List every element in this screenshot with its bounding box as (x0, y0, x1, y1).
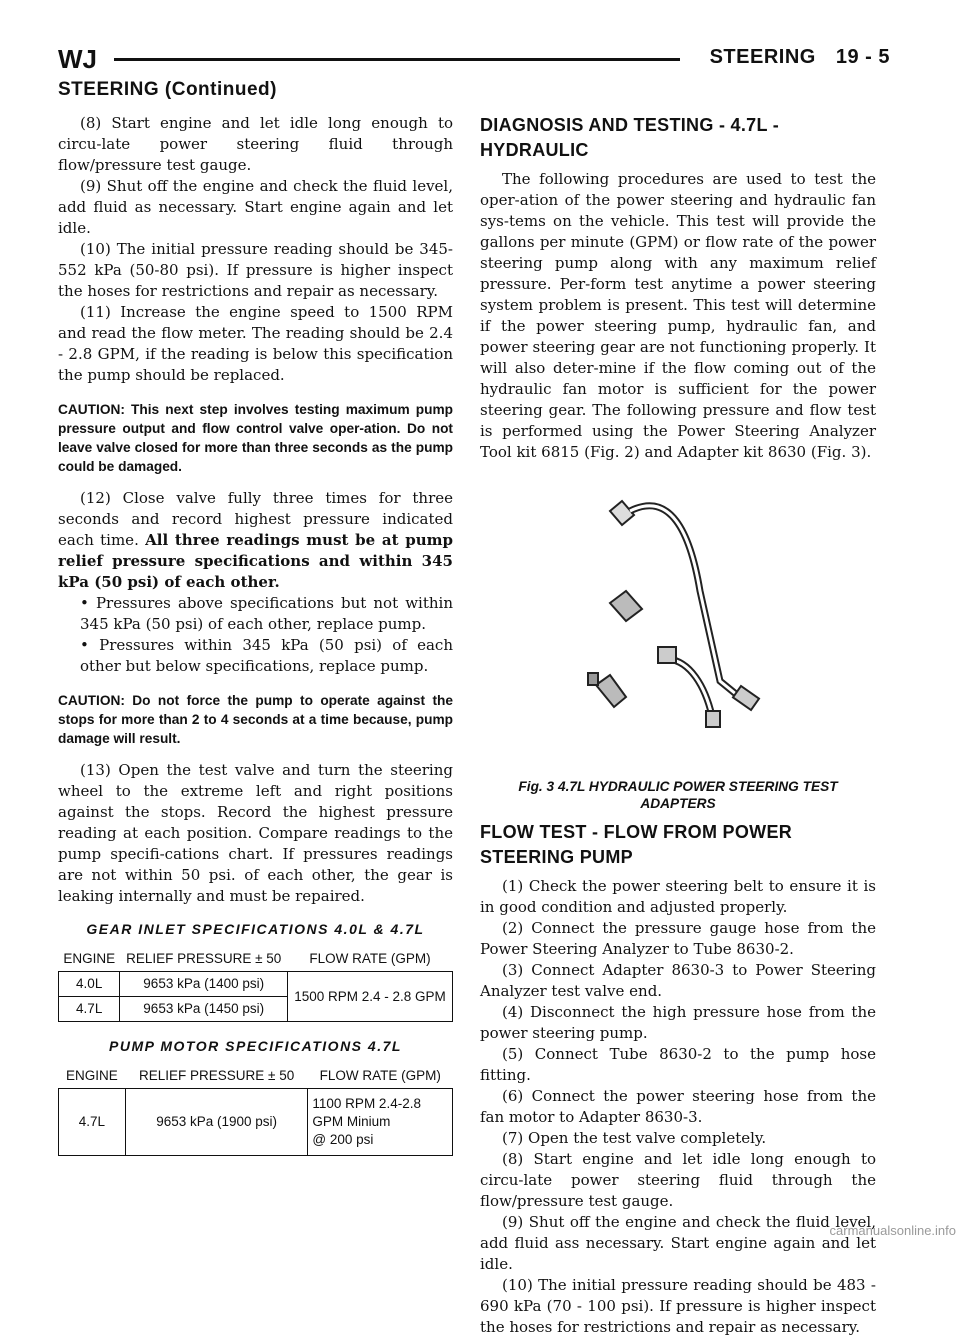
table-header: ENGINE (63, 951, 116, 966)
table-header: FLOW RATE (GPM) (309, 951, 431, 966)
flow-step-4: (4) Disconnect the high pressure hose from the power steering pump. (480, 1003, 876, 1042)
right-column (480, 113, 876, 1338)
heading-flow-test: FLOW TEST - FLOW FROM POWER STEERING PUMP (480, 822, 793, 867)
flow-step-5: (5) Connect Tube 8630-2 to the pump hose fitting. (480, 1045, 876, 1084)
heading-diagnosis: DIAGNOSIS AND TESTING - 4.7L - HYDRAULIC (480, 115, 780, 160)
figure-adapters (480, 471, 876, 776)
table1-title: GEAR INLET SPECIFICATIONS 4.0L & 4.7L (86, 921, 425, 937)
flow-step-9: (9) Shut off the engine and check the fluid level, add fluid ass necessary. Start engine again and let idle. (480, 1213, 876, 1273)
table-cell: 9653 kPa (1900 psi) (125, 1089, 308, 1156)
bullet-2: • Pressures within 345 kPa (50 psi) of each other but below specifications, replace pump. (80, 636, 453, 675)
page-header (58, 44, 890, 78)
table-header: ENGINE (66, 1068, 118, 1083)
table-cell: 4.0L (59, 972, 120, 997)
header-rule (114, 58, 680, 61)
step-13: (13) Open the test valve and turn the steering wheel to the extreme left and right positions against the stops. Record the highest pressure reading at each position. Compare readings to the pump specifi-cations chart. If pressures readings are not within 50 psi. of each other, the gear is leaking internally and must be repaired. (58, 761, 453, 905)
flow-step-2: (2) Connect the pressure gauge hose from the Power Steering Analyzer to Tube 8630-2. (480, 919, 876, 958)
pump-motor-table (58, 1064, 453, 1156)
figure-caption: Fig. 3 4.7L HYDRAULIC POWER STEERING TEST ADAPTERS (518, 779, 838, 811)
table-cell: 9653 kPa (1400 psi) (120, 972, 288, 997)
model-code: WJ (58, 44, 97, 74)
table-row (59, 972, 453, 997)
table-cell (308, 1089, 453, 1156)
bullet-1: • Pressures above specifications but not within 345 kPa (50 psi) of each other, replace pump. (80, 594, 453, 633)
flow-line-3: @ 200 psi (312, 1132, 374, 1147)
continued-title: STEERING (Continued) (58, 79, 277, 100)
bullet-2-text: Pressures within 345 kPa (50 psi) of each other but below specifications, replace pump. (80, 636, 453, 675)
table2-title: PUMP MOTOR SPECIFICATIONS 4.7L (109, 1038, 402, 1054)
table-cell: 1500 RPM 2.4 - 2.8 GPM (288, 972, 453, 1022)
table-cell: 4.7L (59, 997, 120, 1022)
step-12 (58, 488, 453, 593)
step-10: (10) The initial pressure reading should be 345-552 kPa (50-80 psi). If pressure is higher inspect the hoses for restrictions and repair as necessary. (58, 240, 453, 300)
intro-paragraph: The following procedures are used to test the oper-ation of the power steering and hydraulic fan sys-tems on the vehicle. This test will provide the gallons per minute (GPM) or flow rate of the power steering pump along with any maximum relief pressure. Per-form test anytime a power steering system problem is present. This test will determine if the power steering pump, hydraulic fan, and power steering gear are not functioning properly. It will also deter-mine if the flow coming out of the hydraulic fan motor is sufficient for the power steering gear. The following pressure and flow test is performed using the Power Steering Analyzer Tool kit 6815 (Fig. 2) and Adapter kit 8630 (Fig. 3). (480, 170, 876, 461)
step-9: (9) Shut off the engine and check the fluid level, add fluid as necessary. Start engine again and let idle. (58, 177, 453, 237)
left-column (58, 113, 453, 1156)
flow-step-1: (1) Check the power steering belt to ensure it is in good condition and adjusted properly. (480, 877, 876, 916)
table-cell: 4.7L (59, 1089, 126, 1156)
table-row (59, 1089, 453, 1156)
gear-inlet-table (58, 947, 453, 1022)
flow-step-8: (8) Start engine and let idle long enough to circu-late power steering fluid through the flow/pressure test gauge. (480, 1150, 876, 1210)
section-name: STEERING (709, 46, 816, 68)
flow-step-7: (7) Open the test valve completely. (502, 1129, 767, 1147)
table-row (59, 947, 453, 972)
flow-line-2: GPM Minium (312, 1114, 391, 1129)
watermark: carmanualsonline.info (829, 1223, 956, 1238)
table-cell: 9653 kPa (1450 psi) (120, 997, 288, 1022)
step-12-bold: All three readings must be at pump relief pressure specifications and within 345 kPa (50 psi) of each other. (58, 531, 454, 591)
flow-step-6: (6) Connect the power steering hose from the fan motor to Adapter 8630-3. (480, 1087, 876, 1126)
flow-line-1: 1100 RPM 2.4-2.8 (312, 1096, 421, 1111)
caution-2: CAUTION: Do not force the pump to operate against the stops for more than 2 to 4 seconds at a time because, pump damage will result. (58, 693, 453, 746)
step-8: (8) Start engine and let idle long enough to circu-late power steering fluid through flow/pressure test gauge. (58, 114, 453, 174)
adapter-illustration (580, 471, 780, 771)
table-header: RELIEF PRESSURE ± 50 (139, 1068, 295, 1083)
step-11: (11) Increase the engine speed to 1500 RPM and read the flow meter. The reading should be 2.4 - 2.8 GPM, if the reading is below this specification the pump should be replaced. (58, 303, 453, 384)
bullet-1-text: Pressures above specifications but not within 345 kPa (50 psi) of each other, replace pump. (80, 594, 453, 633)
table-header: FLOW RATE (GPM) (319, 1068, 441, 1083)
caution-1: CAUTION: This next step involves testing maximum pump pressure output and flow control valve oper-ation. Do not leave valve closed for more than three seconds as the pump could be damaged. (58, 402, 453, 474)
flow-step-10: (10) The initial pressure reading should be 483 - 690 kPa (70 - 100 psi). If pressure is higher inspect the hoses for restrictions and repair as necessary. (480, 1276, 876, 1336)
page-number: 19 - 5 (835, 46, 890, 68)
header-right (710, 46, 890, 69)
step-12-text: (12) Close valve fully three times for three seconds and record highest pressure indicated each time. (58, 489, 453, 549)
table-row (59, 1064, 453, 1089)
flow-step-3: (3) Connect Adapter 8630-3 to Power Steering Analyzer test valve end. (480, 961, 876, 1000)
table-header: RELIEF PRESSURE ± 50 (126, 951, 282, 966)
